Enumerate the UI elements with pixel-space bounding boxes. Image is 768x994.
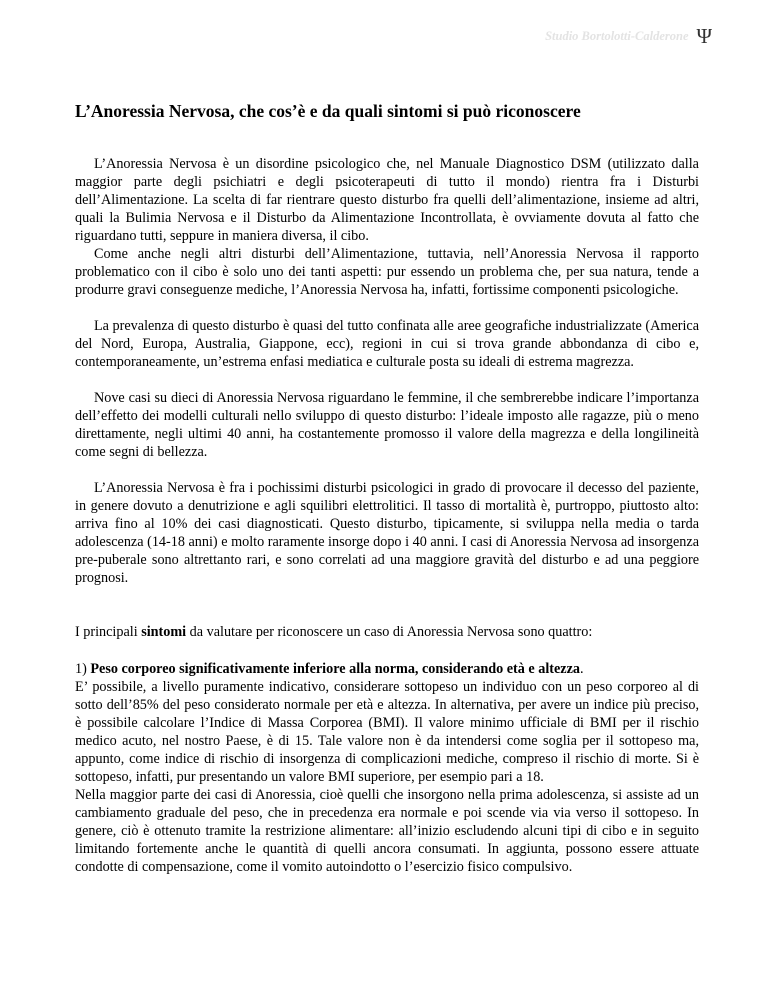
paragraph: La prevalenza di questo disturbo è quasi del tutto confinata alle aree geografiche industrializzate (America del Nord, Europa, Australia, Giappone, ecc), regioni in cui si trova grande abbondanza di cibo e, contemporaneamente, un’estrema enfasi mediatica e culturale posta su ideali di estrema magrezza. [75, 318, 699, 370]
symptom-number: 1) [75, 661, 91, 677]
document-body [75, 155, 699, 876]
page-header [545, 26, 712, 47]
document-title: L’Anoressia Nervosa, che cos’è e da quali sintomi si può riconoscere [75, 101, 581, 121]
paragraph: Nella maggior parte dei casi di Anoressia, cioè quelli che insorgono nella prima adolescenza, si assiste ad un cambiamento graduale del peso, che in precedenza era normale e poi scende via via verso il sottopeso. In genere, ciò è ottenuto tramite la restrizione alimentare: all’inizio escludendo alcuni tipi di cibo e in seguito limitando fortemente anche le quantità di quelli ancora consumati. In aggiunta, possono essere attuate condotte di compensazione, come il vomito autoindotto o l’esercizio fisico compulsivo. [75, 787, 699, 875]
paragraph: E’ possibile, a livello puramente indicativo, considerare sottopeso un individuo con un peso corporeo al di sotto dell’85% del peso considerato normale per età e altezza. In alternativa, per avere un indice più preciso, è possibile calcolare l’Indice di Massa Corporea (BMI). Il valore minimo ufficiale di BMI per il rischio medico acuto, nel nostro Paese, è di 15. Tale valore non è da intendersi come soglia per il sottopeso ma, appunto, come indice di rischio di insorgenza di complicazioni mediche, compreso il rischio di morte. Si è sottopeso, infatti, pur presentando un valore BMI superiore, per esempio pari a 18. [75, 679, 699, 785]
psi-logo-icon: Ψ [696, 24, 712, 48]
paragraph: Come anche negli altri disturbi dell’Alimentazione, tuttavia, nell’Anoressia Nervosa il rapporto problematico con il cibo è solo uno dei tanti aspetti: pur essendo un problema che, per sua natura, tende a produrre gravi conseguenze mediche, l’Anoressia Nervosa ha, infatti, fortissime componenti psicologiche. [75, 246, 699, 298]
symptom-title: Peso corporeo significativamente inferiore alla norma, considerando età e altezza [90, 661, 580, 677]
symptom-end: . [580, 661, 584, 677]
studio-name: Studio Bortolotti-Calderone [545, 29, 689, 43]
symptoms-intro [75, 623, 699, 641]
intro-text: I principali [75, 624, 142, 640]
symptom-heading [75, 660, 699, 678]
paragraph: Nove casi su dieci di Anoressia Nervosa riguardano le femmine, il che sembrerebbe indicare l’importanza dell’effetto dei modelli culturali nello sviluppo di questo disturbo: l’ideale imposto alle ragazze, più o meno direttamente, negli ultimi 40 anni, ha costantemente promosso il valore della magrezza e della longilineità come segni di bellezza. [75, 390, 699, 460]
intro-text-end: da valutare per riconoscere un caso di Anoressia Nervosa sono quattro: [186, 624, 593, 640]
intro-bold: sintomi [141, 624, 187, 640]
paragraph: L’Anoressia Nervosa è un disordine psicologico che, nel Manuale Diagnostico DSM (utilizzato dalla maggior parte degli psichiatri e degli psicoterapeuti di tutto il mondo) rientra fra i Disturbi dell’Alimentazione. La scelta di far rientrare questo disturbo fra quelli dell’alimentazione, insieme ad altri, quali la Bulimia Nervosa e il Disturbo da Alimentazione Incontrollata, è ovviamente dovuta al fatto che riguardano tutti, seppure in maniera diversa, il cibo. [75, 156, 699, 244]
paragraph: L’Anoressia Nervosa è fra i pochissimi disturbi psicologici in grado di provocare il decesso del paziente, in genere dovuto a denutrizione e agli squilibri elettrolitici. Il tasso di mortalità è, purtroppo, piuttosto alto: arriva fino al 10% dei casi diagnosticati. Questo disturbo, tipicamente, si sviluppa nella media o tarda adolescenza (14-18 anni) e molto raramente insorge dopo i 40 anni. I casi di Anoressia Nervosa ad insorgenza pre-puberale sono altrettanto rari, e sono correlati ad una maggiore gravità del disturbo e ad una peggiore prognosi. [75, 480, 699, 586]
